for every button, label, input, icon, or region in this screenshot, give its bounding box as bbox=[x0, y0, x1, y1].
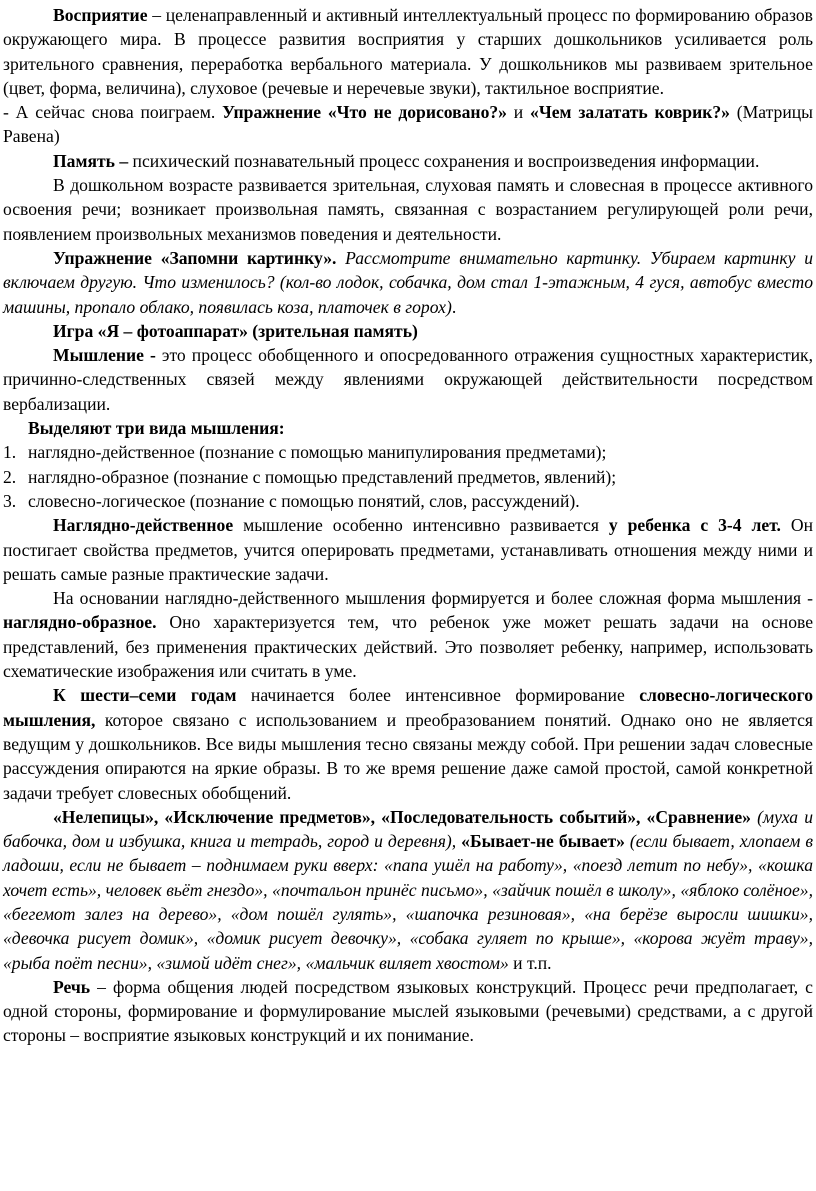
term-visual-figurative: наглядно-образное. bbox=[3, 612, 157, 633]
paragraph-games-list bbox=[3, 805, 813, 975]
thinking-types-list bbox=[3, 440, 813, 513]
list-item bbox=[3, 440, 813, 464]
list-item bbox=[3, 489, 813, 513]
paragraph-game-camera bbox=[3, 319, 813, 343]
happens-not-happens-examples: (если бывает, хлопаем в ладоши, если не бывает – поднимаем руки вверх: «папа ушёл на работу», «поезд летит по небу», «кошка хочет есть», человек вьёт гнездо», «почтальон принёс письмо», «зайчик пошёл в школу», «яблоко солёное», «бегемот залез на дерево», «дом пошёл гулять», «шапочка резиновая», «на берёзе выросли шишки», «девочка рисует домик», «домик рисует девочку», «собака гуляет по крыше», «корова жуёт траву», «рыба поёт песни», «зимой идёт снег», «мальчик виляет хвостом» bbox=[3, 831, 813, 973]
visual-figurative-text-1: На основании наглядно-действенного мышления формируется и более сложная форма мышления - bbox=[53, 588, 813, 609]
paragraph-verbal-logical bbox=[3, 683, 813, 804]
list-number: 2. bbox=[3, 466, 17, 487]
paragraph-exercise-remember-picture bbox=[3, 246, 813, 319]
age-6-7: К шести–семи годам bbox=[53, 685, 237, 706]
speech-definition: – форма общения людей посредством языковых конструкций. Процесс речи предполагает, с одной стороны, формирование и формулирование мыслей языковыми (речевыми) средствами, а с другой стороны – восприятие языковых конструкций и их понимание. bbox=[3, 976, 813, 1046]
paragraph-speech bbox=[3, 975, 813, 1048]
age-3-4: у ребенка с 3-4 лет. bbox=[608, 515, 781, 536]
exercise-intro: - А сейчас снова поиграем. bbox=[3, 102, 223, 123]
perception-definition: – целенаправленный и активный интеллектуальный процесс по формированию образов окружающего мира. В процессе развития восприятия у старших дошкольников усиливается роль зрительного сравнения, переработка вербального материала. У дошкольников мы развиваем зрительное (цвет, форма, величина), слуховое (речевые и неречевые звуки), тактильное восприятие. bbox=[3, 5, 813, 98]
list-item-text: наглядно-образное (познание с помощью представлений предметов, явлений); bbox=[28, 466, 617, 487]
visual-action-text-1: мышление особенно интенсивно развивается bbox=[233, 515, 609, 536]
thinking-definition: это процесс обобщенного и опосредованного отражения сущностных характеристик, причинно-следственных связей между явлениями окружающей действительности посредством вербализации. bbox=[3, 345, 813, 414]
verbal-logical-text-2: которое связано с использованием и преобразованием понятий. Однако оно не является ведущим у дошкольников. Все виды мышления тесно связаны между собой. При решении задач словесные рассуждения опираются на яркие образы. В то же время решение даже самой простой, самой конкретной задачи требует словесных обобщений. bbox=[3, 709, 813, 803]
period: . bbox=[451, 296, 457, 317]
thinking-types-heading: Выделяют три вида мышления: bbox=[28, 418, 285, 439]
term-visual-action: Наглядно-действенное bbox=[53, 515, 234, 536]
conjunction: и bbox=[506, 102, 531, 123]
paragraph-memory-development bbox=[3, 173, 813, 246]
game-camera-title: Игра «Я – фотоаппарат» (зрительная память) bbox=[53, 320, 418, 341]
raven-matrices-note: (Матрицы Равена) bbox=[3, 102, 813, 147]
term-speech: Речь bbox=[53, 976, 91, 997]
exercise-not-drawn: Упражнение «Что не дорисовано?» bbox=[222, 102, 507, 123]
exercise-remember-picture-title: Упражнение «Запомни картинку». bbox=[53, 247, 337, 268]
list-number: 1. bbox=[3, 442, 17, 463]
game-happens-not-happens: «Бывает-не бывает» bbox=[456, 831, 625, 852]
memory-development-text: В дошкольном возрасте развивается зрительная, слуховая память и словесная в процессе активного освоения речи; возникает произвольная память, связанная с возрастанием регулирующей роли речи, появлением произвольных механизмов поведения и деятельности. bbox=[3, 175, 813, 244]
paragraph-thinking-types-heading bbox=[3, 416, 813, 440]
verbal-logical-text-1: начинается более интенсивное формирование bbox=[236, 685, 640, 706]
memory-definition: психический познавательный процесс сохранения и воспроизведения информации. bbox=[128, 150, 760, 171]
paragraph-exercise-raven bbox=[3, 100, 813, 149]
visual-action-text-2: Он постигает свойства предметов, учится оперировать предметами, устанавливать отношения между ними и решать самые разные практические задачи. bbox=[3, 515, 813, 584]
exercise-patch-rug: «Чем залатать коврик?» bbox=[530, 102, 730, 123]
list-item-text: наглядно-действенное (познание с помощью манипулирования предметами); bbox=[28, 442, 607, 463]
exercise-remember-picture-instructions: Рассмотрите внимательно картинку. Убираем картинку и включаем другую. Что изменилось? (кол-во лодок, собачка, дом стал 1-этажным, 4 гуся, автобус вместо машины, пропало облако, появилась коза, платочек в горох) bbox=[3, 247, 813, 317]
list-item-text: словесно-логическое (познание с помощью понятий, слов, рассуждений). bbox=[28, 490, 580, 511]
etc: и т.п. bbox=[508, 952, 552, 973]
games-titles: «Нелепицы», «Исключение предметов», «Последовательность событий», «Сравнение» bbox=[53, 806, 751, 827]
term-memory: Память – bbox=[53, 150, 129, 171]
paragraph-thinking bbox=[3, 343, 813, 416]
visual-figurative-text-2: Оно характеризуется тем, что ребенок уже может решать задачи на основе представлений, без применения практических действий. Это позволяет ребенку, например, использовать схематические изображения или считать в уме. bbox=[3, 612, 813, 682]
paragraph-visual-action bbox=[3, 513, 813, 586]
paragraph-memory bbox=[3, 149, 813, 173]
paragraph-visual-figurative bbox=[3, 586, 813, 683]
comparison-examples: (муха и бабочка, дом и избушка, книга и тетрадь, город и деревня), bbox=[3, 806, 813, 852]
list-number: 3. bbox=[3, 490, 17, 511]
term-thinking: Мышление - bbox=[53, 345, 156, 366]
term-verbal-logical: словесно-логического мышления, bbox=[3, 685, 813, 730]
term-perception: Восприятие bbox=[53, 5, 148, 25]
paragraph-perception bbox=[3, 3, 813, 100]
list-item bbox=[3, 465, 813, 489]
